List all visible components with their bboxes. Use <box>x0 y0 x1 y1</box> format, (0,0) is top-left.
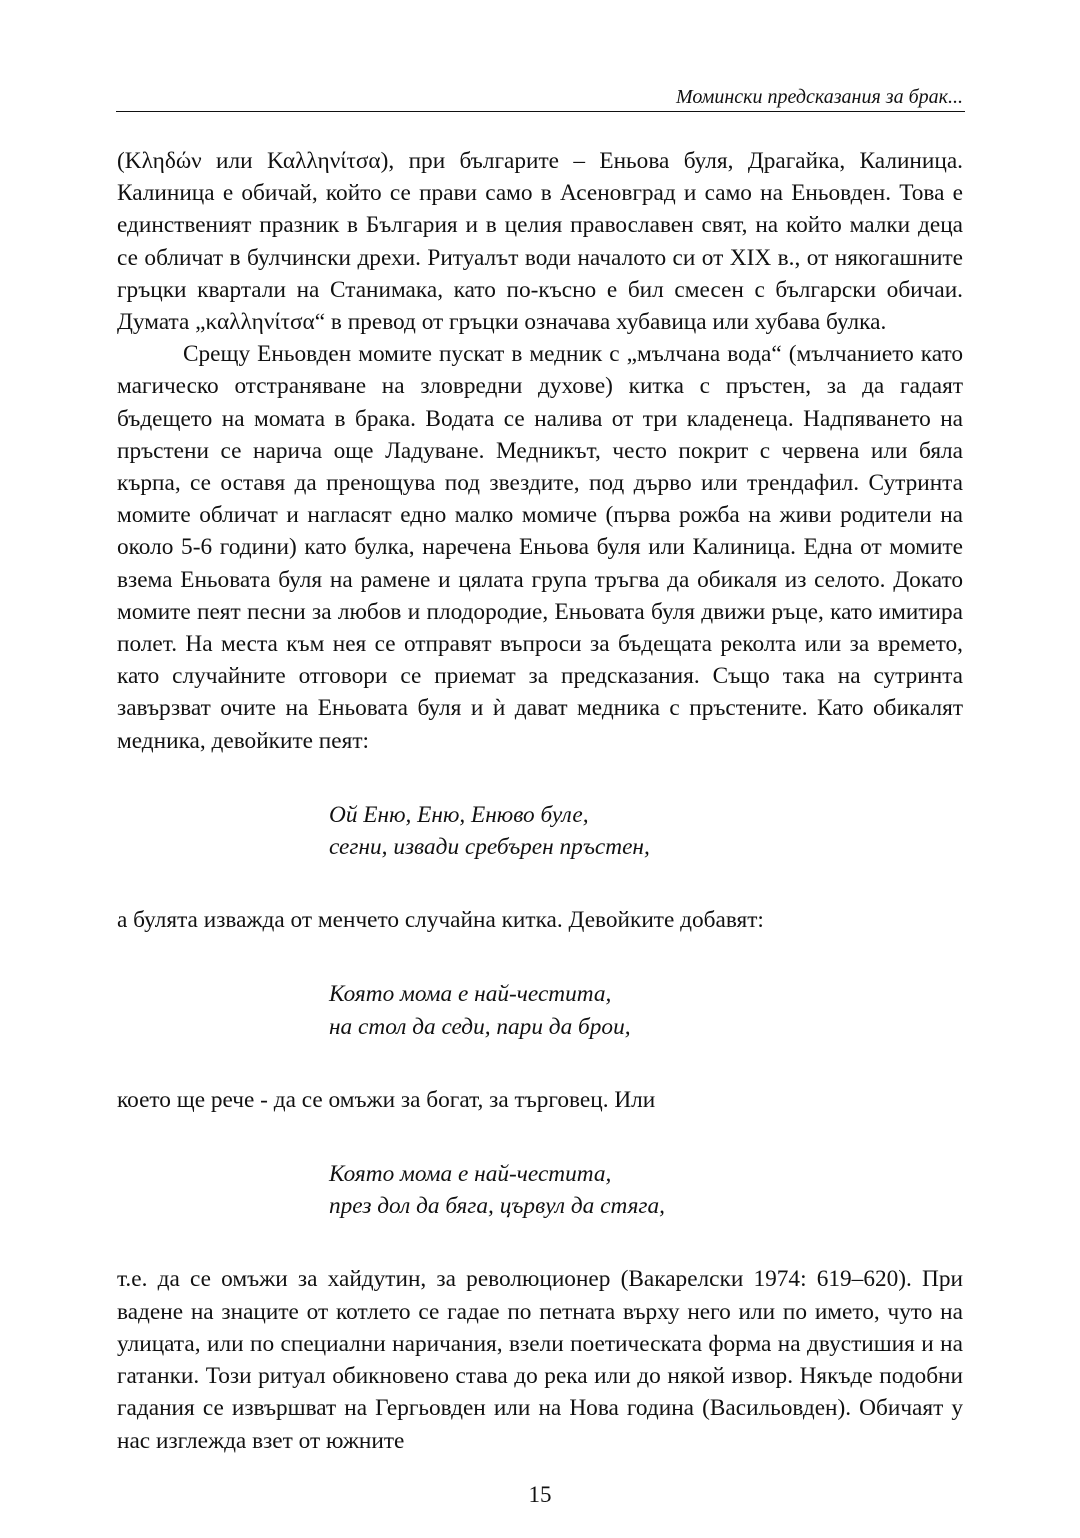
header-rule <box>116 111 965 112</box>
verse-1-line-1: Ой Еню, Еню, Енюво буле, <box>329 801 589 828</box>
verse-1-line-2: сегни, извади сребърен пръстен, <box>329 834 650 861</box>
running-header: Момински предсказания за брак... <box>675 86 963 108</box>
verse-2 <box>117 978 963 1042</box>
verse-2-line-1: Която мома е най-честита, <box>329 981 612 1008</box>
paragraph-1: (Κληδών или Καλληνίτσα), при българите – Еньова буля, Драгайка, Калиница. Калиница е обичай, който се прави само в Асеновград и само на Еньовден. Това е единственият празник в България и в целия православен свят, на който малки деца се обличат в булчински дрехи. Ритуалът води началото си от XIX в., от някогашните гръцки квартали на Станимака, като по-късно е бил смесен с български обичаи. Думата „καλληνίτσα“ в превод от гръцки означава хубавица или хубава булка. <box>117 148 963 336</box>
verse-3-line-2: през дол да бяга, цървул да стяга, <box>329 1193 665 1220</box>
text-after-verse-1: а булята изважда от менчето случайна китка. Девойките добавят: <box>117 907 764 934</box>
text-after-verse-2: което ще рече - да се омъжи за богат, за търговец. Или <box>117 1086 656 1113</box>
verse-3-line-1: Която мома е най-честита, <box>329 1161 612 1188</box>
paragraph-2: Срещу Еньовден момите пускат в медник с „мълчана вода“ (мълчанието като магическо отстраняване на зловредни духове) китка с пръстен, за да гадаят бъдещето на момата в брака. Водата се налива от три кладенеца. Надпяването на пръстени се нарича още Ладуване. Медникът, често покрит с червена или бяла кърпа, се оставя да пренощува под звездите, под дърво или трендафил. Сутринта момите обличат и нагласят едно малко момиче (първа рожба на живи родители на около 5-6 години) като булка, наречена Еньова буля или Калиница. Една от момите взема Еньовата буля на рамене и цялата група тръгва да обикаля из селото. Докато момите пеят песни за любов и плодородие, Еньовата буля движи ръце, като имитира полет. На места към нея се отправят въпроси за бъдещата реколта или за времето, като случайните отговори се приемат за предсказания. Също така на сутринта завързват очите на Еньовата буля и ѝ дават медника с пръстените. Като обикалят медника, девойките пеят: <box>117 341 963 754</box>
verse-2-line-2: на стол да седи, пари да брои, <box>329 1013 631 1040</box>
body-text <box>117 145 963 1457</box>
verse-3 <box>117 1158 963 1222</box>
paragraph-final: т.е. да се омъжи за хайдутин, за революционер (Вакарелски 1974: 619–620). При вадене на знаците от котлето се гадае по петната върху него или по името, чуто на улицата, или по специални наричания, взели поетическата форма на двустишия и на гатанки. Този ритуал обикновено става до река или до някой извор. Някъде подобни гадания се извършват на Гергьовден или на Нова година (Васильовден). Обичаят у нас изглежда взет от южните <box>117 1266 963 1454</box>
page-number: 15 <box>528 1482 552 1507</box>
verse-1 <box>117 799 963 863</box>
